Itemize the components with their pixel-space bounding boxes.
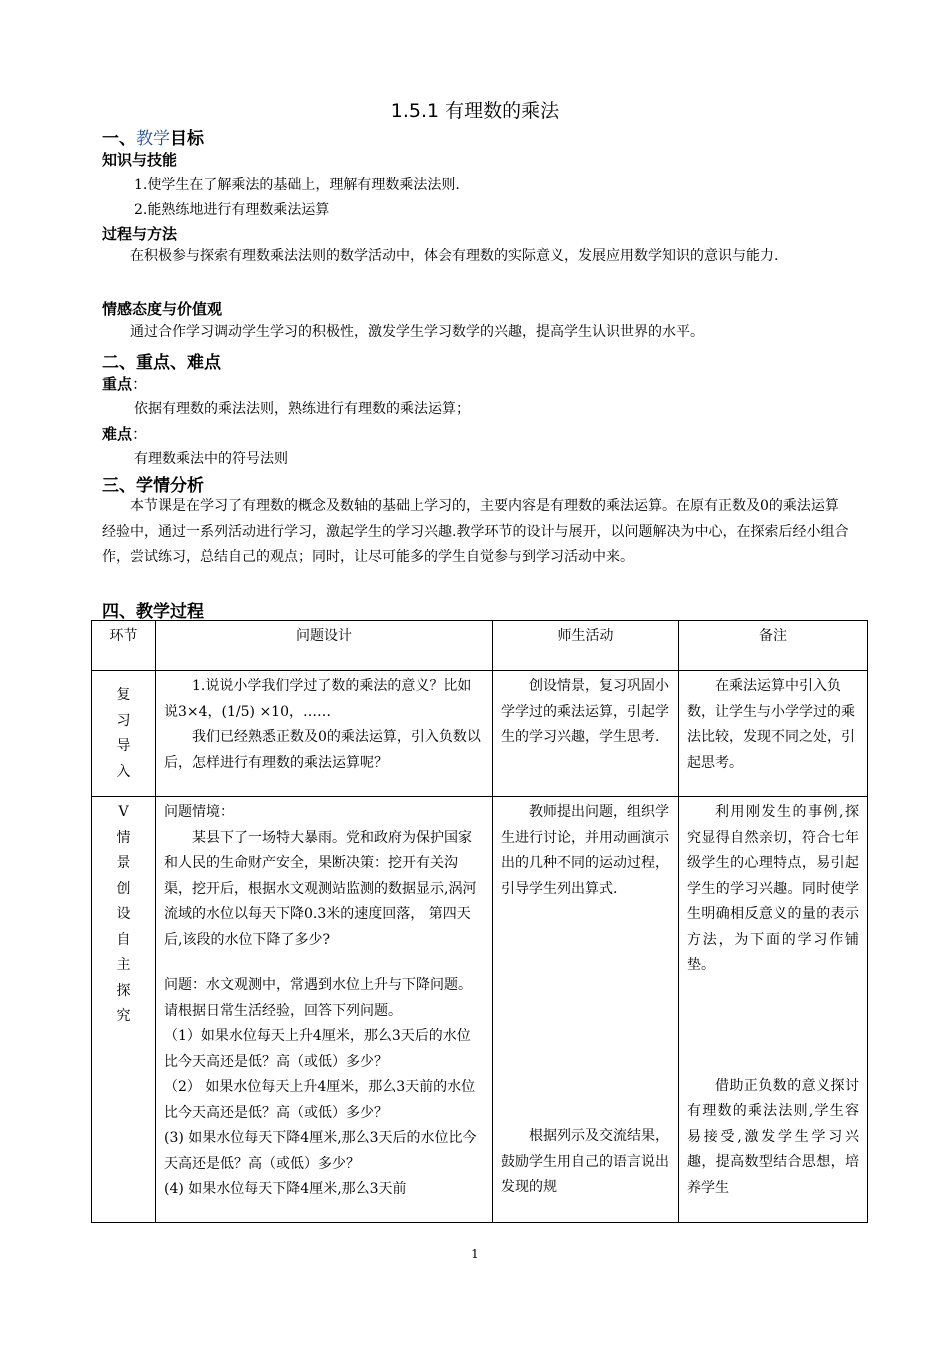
key-colon: ： <box>132 375 148 393</box>
review-question-1: 1.说说小学我们学过了数的乘法的意义？比如说3×4，(1/5) ×10，…… <box>164 678 472 720</box>
difficulty-colon: ： <box>132 425 148 443</box>
stage-review: 复 习 导 入 <box>92 671 156 797</box>
explore-activity-1: 教师提出问题，组织学生进行讨论，并用动画演示出的几种不同的运动过程，引导学生列出算式. <box>501 804 669 897</box>
difficulty-label: 难点 <box>102 425 133 443</box>
key-heading <box>102 373 147 394</box>
section-3-heading: 三、学情分析 <box>102 476 204 496</box>
explore-note-1: 利用刚发生的事例,探究显得自然亲切，符合七年级学生的心理特点，易引起学生的学习兴趣。同时使学生明确相反意义的量的表示方法，为下面的学习作铺垫。 <box>687 804 859 973</box>
problem-item-2: （2） 如果水位每天上升4厘米，那么3天前的水位比今天高还是低？高（或低）多少？ <box>164 1079 476 1121</box>
explore-question-cell <box>156 797 493 1223</box>
review-question-cell <box>156 671 493 797</box>
stage-explore: V 情 景 创 设 自 主 探 究 <box>92 797 156 1223</box>
header-activity: 师生活动 <box>493 621 679 671</box>
problem-item-4: (4) 如果水位每天下降4厘米,那么3天前 <box>164 1181 407 1197</box>
difficulty-heading <box>102 423 147 444</box>
explore-note-2: 借助正负数的意义探讨有理数的乘法法则,学生容易接受,激发学生学习兴趣，提高数型结合思想，培养学生 <box>687 1077 859 1196</box>
table-header-row <box>92 621 868 671</box>
section-1-number: 一、 <box>102 129 136 149</box>
table-row-review <box>92 671 868 797</box>
header-notes: 备注 <box>679 621 868 671</box>
problem-item-1: （1）如果水位每天上升4厘米，那么3天后的水位比今天高还是低？高（或低）多少？ <box>164 1028 471 1070</box>
section-1-blue-text: 教学 <box>136 129 170 149</box>
key-text: 依据有理数的乘法法则，熟练进行有理数的乘法运算； <box>134 401 470 417</box>
situation-analysis-text: 本节课是在学习了有理数的概念及数轴的基础上学习的，主要内容是有理数的乘法运算。在原有正数及0的乘法运算经验中，通过一系列活动进行学习，激起学生的学习兴趣.教学环节的设计与展开，以问题解决为中心，在探索后经小组合作，尝试练习，总结自己的观点；同时，让尽可能多的学生自觉参与到学习活动中来。 <box>102 498 849 565</box>
review-question-2: 我们已经熟悉正数及0的乘法运算，引入负数以后，怎样进行有理数的乘法运算呢？ <box>164 729 481 771</box>
page-number: 1 <box>471 1247 479 1261</box>
emotion-heading: 情感态度与价值观 <box>102 300 223 318</box>
explore-activity-cell <box>493 797 679 1223</box>
problem-item-3: (3) 如果水位每天下降4厘米,那么3天后的水位比今天高还是低？高（或低）多少？ <box>164 1130 477 1172</box>
scenario-text: 某县下了一场特大暴雨。党和政府为保护国家和人民的生命财产安全，果断决策：挖开有关沟渠，挖开后，根据水文观测站监测的数据显示,涡河流域的水位以每天下降0.3米的速度回落， 第四天后,该段的水位下降了多少? <box>164 829 477 948</box>
knowledge-heading: 知识与技能 <box>102 151 178 169</box>
knowledge-item-1: 1.使学生在了解乘法的基础上，理解有理数乘法法则. <box>134 177 460 193</box>
knowledge-item-2: 2.能熟练地进行有理数乘法运算 <box>134 202 330 218</box>
problem-text: 问题：水文观测中，常遇到水位上升与下降问题。请根据日常生活经验，回答下列问题。 <box>164 977 472 1019</box>
scenario-label: 问题情境： <box>164 804 234 820</box>
explore-note-cell <box>679 797 868 1223</box>
table-row-explore <box>92 797 868 1223</box>
header-question-design: 问题设计 <box>156 621 493 671</box>
review-activity-cell <box>493 671 679 797</box>
key-label: 重点 <box>102 375 133 393</box>
teaching-process-table <box>91 620 868 1223</box>
review-activity: 创设情景，复习巩固小学学过的乘法运算，引起学生的学习兴趣，学生思考. <box>501 678 669 745</box>
section-1-rest: 目标 <box>170 129 204 149</box>
section-2-heading: 二、重点、难点 <box>102 353 221 373</box>
process-text: 在积极参与探索有理数乘法法则的数学活动中，体会有理数的实际意义，发展应用数学知识的意识与能力. <box>130 248 779 264</box>
explore-activity-2: 根据列示及交流结果，鼓励学生用自己的语言说出发现的规 <box>501 1128 669 1195</box>
emotion-text: 通过合作学习调动学生学习的积极性，激发学生学习数学的兴趣，提高学生认识世界的水平。 <box>130 324 704 340</box>
header-stage: 环节 <box>92 621 156 671</box>
section-4-heading: 四、教学过程 <box>102 602 204 622</box>
section-1-heading <box>102 124 204 149</box>
page-title: 1.5.1 有理数的乘法 <box>390 100 560 122</box>
review-note-cell <box>679 671 868 797</box>
process-heading: 过程与方法 <box>102 225 178 243</box>
difficulty-text: 有理数乘法中的符号法则 <box>134 451 288 467</box>
review-note: 在乘法运算中引入负数，让学生与小学学过的乘法比较，发现不同之处，引起思考。 <box>687 678 855 771</box>
